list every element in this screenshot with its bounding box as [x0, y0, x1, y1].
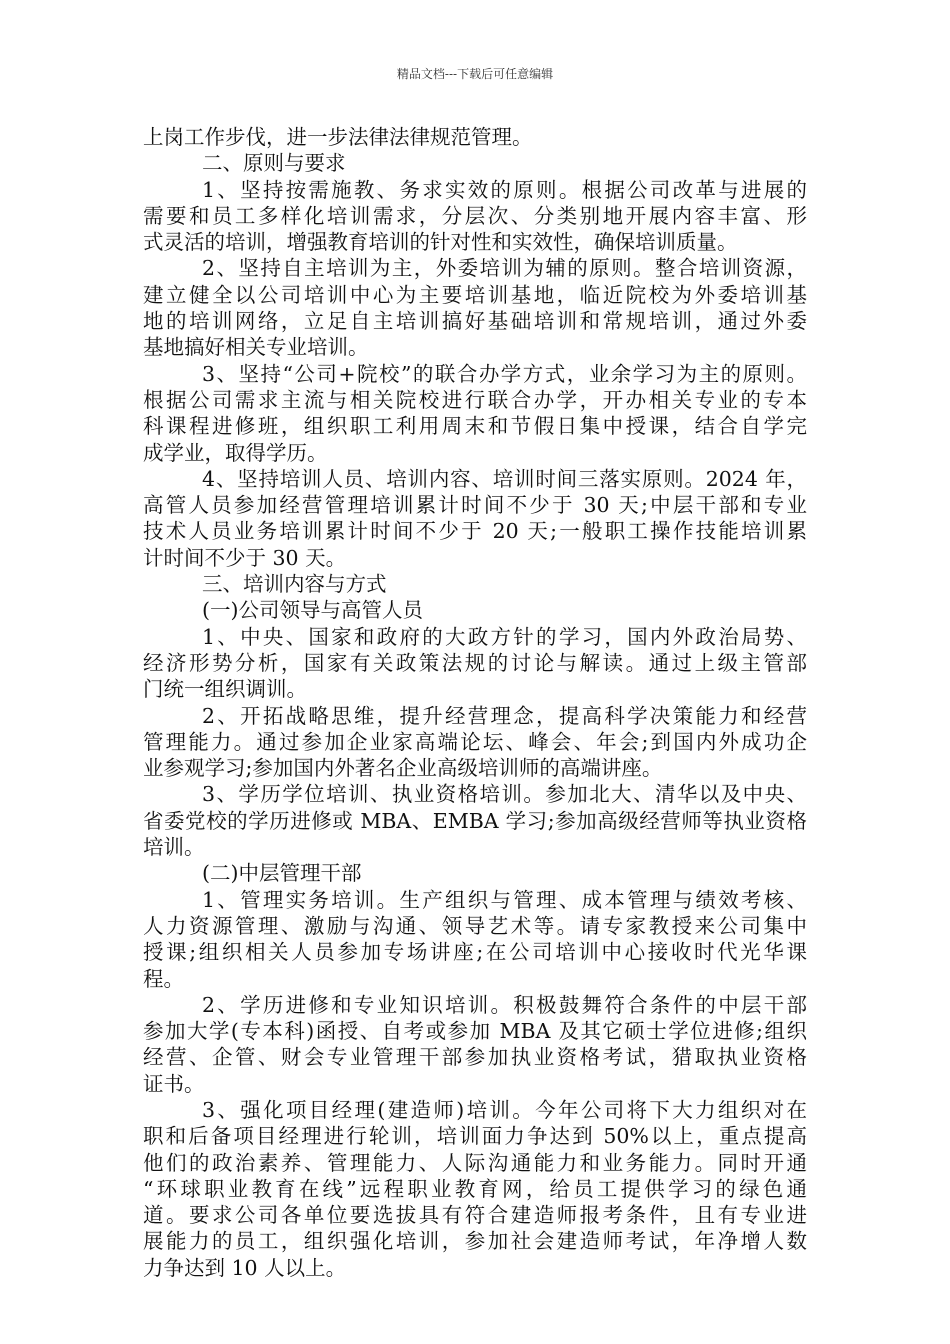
text-line: 4、坚持培训人员、培训内容、培训时间三落实原则。2024 年， [202, 466, 807, 491]
text-line: (一)公司领导与高管人员 [202, 598, 423, 623]
text-line: 业参观学习;参加国内外著名企业高级培训师的高端讲座。 [143, 756, 663, 781]
text-line: 3、强化项目经理(建造师)培训。今年公司将下大力组织对在 [202, 1097, 807, 1122]
text-line: 参加大学(专本科)函授、自考或参加 MBA 及其它硕士学位进修;组织 [143, 1019, 807, 1044]
text-line: 培训。 [143, 835, 205, 860]
text-line: 三、培训内容与方式 [202, 572, 387, 597]
text-line: 2、学历进修和专业知识培训。积极鼓舞符合条件的中层干部 [202, 992, 807, 1017]
text-line: 高管人员参加经营管理培训累计时间不少于 30 天;中层干部和专业 [143, 493, 807, 518]
text-line: 展能力的员工，组织强化培训，参加社会建造师考试，年净增人数 [143, 1229, 807, 1254]
text-line: 计时间不少于 30 天。 [143, 545, 347, 570]
text-line: 成学业，取得学历。 [143, 440, 328, 465]
text-line: 根据公司需求主流与相关院校进行联合办学，开办相关专业的专本 [143, 387, 807, 412]
text-line: 力争达到 10 人以上。 [143, 1255, 347, 1280]
text-line: 经营、企管、财会专业管理干部参加执业资格考试，猎取执业资格 [143, 1045, 807, 1070]
text-line: 需要和员工多样化培训需求，分层次、分类别地开展内容丰富、形 [143, 203, 807, 228]
text-line: 他们的政治素养、管理能力、人际沟通能力和业务能力。同时开通 [143, 1150, 807, 1175]
text-line: 职和后备项目经理进行轮训，培训面力争达到 50%以上，重点提高 [143, 1124, 807, 1149]
text-line: 道。要求公司各单位要选拔具有符合建造师报考条件，且有专业进 [143, 1203, 807, 1228]
page-header: 精品文档---下载后可任意编辑 [396, 67, 554, 81]
text-line: 1、中央、国家和政府的大政方针的学习，国内外政治局势、 [202, 624, 807, 649]
text-line: 上岗工作步伐，进一步法律法律规范管理。 [143, 125, 533, 149]
text-line: 门统一组织调训。 [143, 677, 307, 702]
text-line: 二、原则与要求 [202, 151, 346, 176]
text-line: 证书。 [143, 1071, 205, 1096]
text-line: 科课程进修班，组织职工利用周末和节假日集中授课，结合自学完 [143, 414, 807, 439]
text-line: 地的培训网络，立足自主培训搞好基础培训和常规培训，通过外委 [143, 309, 807, 334]
text-line: 授课;组织相关人员参加专场讲座;在公司培训中心接收时代光华课 [143, 940, 807, 965]
text-line: 省委党校的学历进修或 MBA、EMBA 学习;参加高级经营师等执业资格 [143, 808, 807, 833]
text-line: 人力资源管理、激励与沟通、领导艺术等。请专家教授来公司集中 [143, 913, 807, 938]
text-line: 管理能力。通过参加企业家高端论坛、峰会、年会;到国内外成功企 [143, 729, 807, 754]
text-line: 3、学历学位培训、执业资格培训。参加北大、清华以及中央、 [202, 782, 807, 807]
document-body [143, 124, 807, 1281]
text-line: 技术人员业务培训累计时间不少于 20 天;一般职工操作技能培训累 [143, 519, 807, 544]
text-line: 建立健全以公司培训中心为主要培训基地，临近院校为外委培训基 [143, 282, 807, 307]
text-line: 2、坚持自主培训为主，外委培训为辅的原则。整合培训资源， [202, 256, 807, 281]
text-line: (二)中层管理干部 [202, 861, 362, 886]
text-line: 1、管理实务培训。生产组织与管理、成本管理与绩效考核、 [202, 887, 807, 912]
text-line: 3、坚持“公司+院校”的联合办学方式，业余学习为主的原则。 [202, 361, 807, 386]
text-line: 式灵活的培训，增强教育培训的针对性和实效性，确保培训质量。 [143, 230, 738, 255]
text-line: 1、坚持按需施教、务求实效的原则。根据公司改革与进展的 [202, 177, 807, 202]
text-line: 经济形势分析，国家有关政策法规的讨论与解读。通过上级主管部 [143, 650, 807, 675]
text-line: 基地搞好相关专业培训。 [143, 335, 369, 360]
text-line: “环球职业教育在线”远程职业教育网，给员工提供学习的绿色通 [143, 1176, 807, 1201]
text-line: 程。 [143, 966, 184, 991]
text-line: 2、开拓战略思维，提升经营理念，提高科学决策能力和经营 [202, 703, 807, 728]
